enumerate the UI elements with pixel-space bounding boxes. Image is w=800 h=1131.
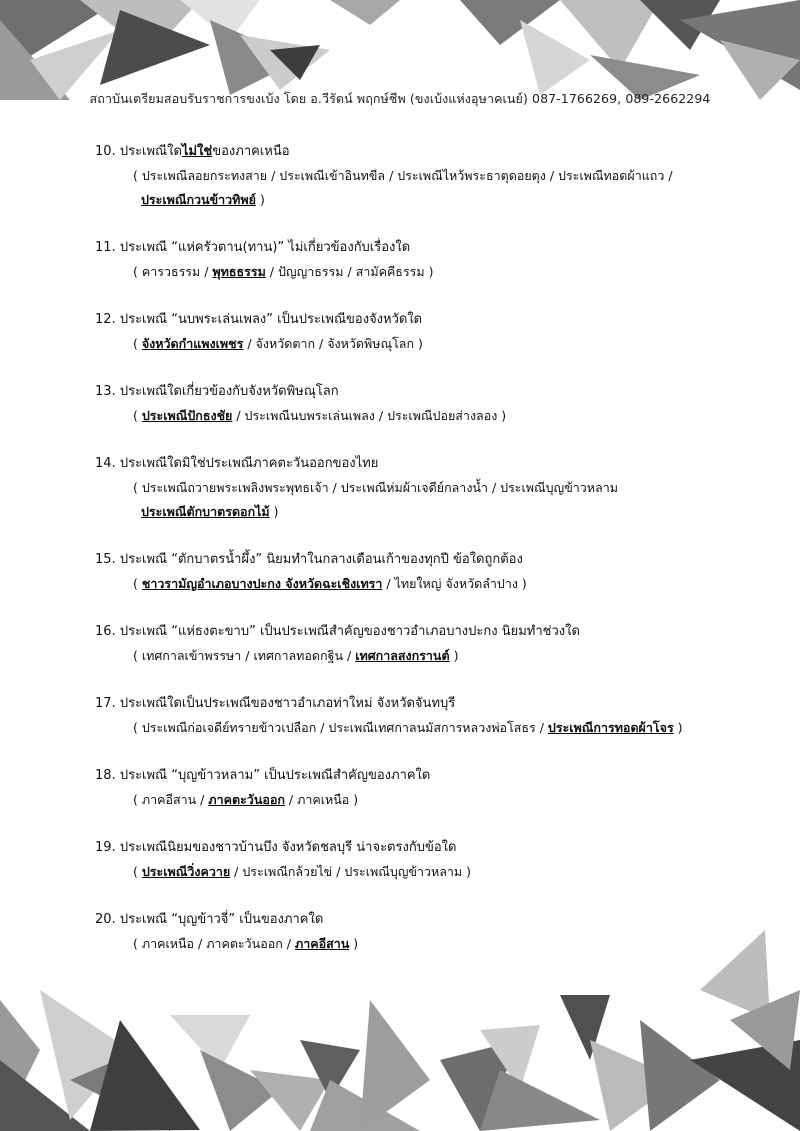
question-12 [95,308,785,356]
question-number: 17. [95,696,116,711]
question-number: 20. [95,912,116,927]
question-14 [95,452,785,524]
question-number: 16. [95,624,116,639]
question-text: 17. ประเพณีใดเป็นประเพณีของชาวอำเภอท่าใหม่ จังหวัดจันทบุรี [95,696,456,711]
question-text: 14. ประเพณีใดมิใช่ประเพณีภาคตะวันออกของไทย [95,456,379,471]
question-number: 19. [95,840,116,855]
header-banner: สถาบันเตรียมสอบรับราชการขงเบ้ง โดย อ.วีรัตน์ พฤกษ์ชีพ (ขงเบ้งแห่งอุษาคเนย์) 087-1766269, 089-2662294 [89,91,711,106]
answer-text: ประเพณีการทอดผ้าโจร [547,720,674,735]
answer-text: จังหวัดกำแพงเพชร [141,336,244,351]
question-text: 19. ประเพณีนิยมของชาวบ้านบึง จังหวัดชลบุรี น่าจะตรงกับข้อใด [95,840,457,855]
question-number: 11. [95,240,116,255]
question-number: 13. [95,384,116,399]
answer-text: ประเพณีกวนข้าวทิพย์ [141,192,256,207]
question-text: 16. ประเพณี “แห่ธงตะขาบ” เป็นประเพณีสำคัญของชาวอำเภอบางปะกง นิยมทำช่วงใด [95,624,580,639]
answer-text: ประเพณีตักบาตรดอกไม้ [141,504,270,519]
answer-text: ภาคตะวันออก [208,792,285,807]
answer-text: ประเพณีปักธงชัย [141,408,233,423]
options: ( ประเพณีก่อเจดีย์ทรายข้าวเปลือก / ประเพณีเทศกาลนมัสการหลวงพ่อโสธร / ประเพณีการทอดผ้าโจร ) [133,720,683,735]
question-11 [95,236,785,284]
question-list [95,140,785,980]
answer-text: ประเพณีวิ่งควาย [141,864,231,879]
answer-text: ภาคอีสาน [294,936,350,951]
options: ( ประเพณีลอยกระทงสาย / ประเพณีเข้าอินทขีล / ประเพณีไหว้พระธาตุดอยตุง / ประเพณีทอดผ้าแถว / ประเพณีกวนข้าวทิพย์ ) [133,168,673,207]
answer-text: พุทธธรรม [212,264,266,279]
question-number: 12. [95,312,116,327]
answer-text: ชาวรามัญอำเภอบางปะกง จังหวัดฉะเชิงเทรา [141,576,383,591]
question-19 [95,836,785,884]
options: ( ประเพณีถวายพระเพลิงพระพุทธเจ้า / ประเพณีห่มผ้าเจดีย์กลางน้ำ / ประเพณีบุญข้าวหลาม ประเพณีตักบาตรดอกไม้ ) [133,480,618,519]
question-text: 12. ประเพณี “นบพระเล่นเพลง” เป็นประเพณีของจังหวัดใด [95,312,423,327]
top-decorative-pattern [0,0,800,100]
question-text: 15. ประเพณี “ตักบาตรน้ำผึ้ง” นิยมทำในกลางเดือนเก้าของทุกปี ข้อใดถูกต้อง [95,552,523,567]
question-text: 13. ประเพณีใดเกี่ยวข้องกับจังหวัดพิษณุโลก [95,384,339,399]
question-text: 18. ประเพณี “บุญข้าวหลาม” เป็นประเพณีสำคัญของภาคใด [95,768,431,783]
question-16 [95,620,785,668]
options: ( เทศกาลเข้าพรรษา / เทศกาลทอดกฐิน / เทศกาลสงกรานต์ ) [133,648,459,663]
question-number: 14. [95,456,116,471]
options: ( ชาวรามัญอำเภอบางปะกง จังหวัดฉะเชิงเทรา / ไทยใหญ่ จังหวัดลำปาง ) [133,576,527,591]
options: ( คารวธรรม / พุทธธรรม / ปัญญาธรรม / สามัคคีธรรม ) [133,264,434,279]
question-17 [95,692,785,740]
question-13 [95,380,785,428]
options: ( ประเพณีวิ่งควาย / ประเพณีกล้วยไข่ / ประเพณีบุญข้าวหลาม ) [133,864,472,879]
options: ( ภาคอีสาน / ภาคตะวันออก / ภาคเหนือ ) [133,792,359,807]
options: ( ประเพณีปักธงชัย / ประเพณีนบพระเล่นเพลง / ประเพณีปอยส่างลอง ) [133,408,507,423]
question-text: 20. ประเพณี “บุญข้าวจี่” เป็นของภาคใด [95,912,324,927]
bottom-decorative-pattern [0,930,800,1131]
emphasis-text: ไม่ใช่ [181,144,213,159]
options: ( จังหวัดกำแพงเพชร / จังหวัดตาก / จังหวัดพิษณุโลก ) [133,336,423,351]
question-text: 10. ประเพณีใดไม่ใช่ของภาคเหนือ [95,144,290,159]
question-number: 15. [95,552,116,567]
question-15 [95,548,785,596]
answer-text: เทศกาลสงกรานต์ [355,648,450,663]
question-10 [95,140,785,212]
question-number: 18. [95,768,116,783]
question-number: 10. [95,144,116,159]
options: ( ภาคเหนือ / ภาคตะวันออก / ภาคอีสาน ) [133,936,359,951]
question-18 [95,764,785,812]
question-text: 11. ประเพณี “แห่ครัวตาน(ทาน)” ไม่เกี่ยวข้องกับเรื่องใด [95,240,411,255]
